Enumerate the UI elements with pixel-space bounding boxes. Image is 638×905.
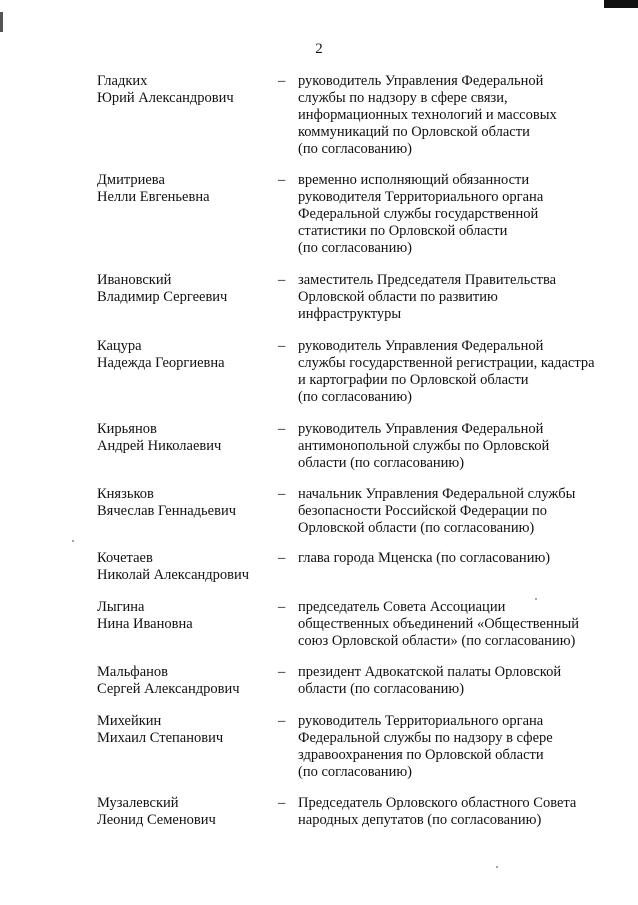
scan-corner-mark	[604, 0, 638, 8]
member-given-names: Сергей Александрович	[97, 681, 240, 697]
member-surname: Кочетаев	[97, 550, 153, 566]
position-line: области (по согласованию)	[298, 455, 465, 471]
scan-speck	[72, 540, 74, 542]
member-given-names: Юрий Александрович	[97, 90, 234, 106]
member-position	[298, 713, 618, 781]
member-given-names: Николай Александрович	[97, 567, 250, 583]
member-name	[97, 713, 272, 747]
entry-dash: –	[278, 272, 286, 288]
position-line: руководитель Управления Федеральной	[298, 338, 544, 354]
entry-dash: –	[278, 795, 286, 811]
entry-dash: –	[278, 664, 286, 680]
scan-edge-mark	[0, 12, 3, 32]
member-surname: Гладких	[97, 73, 148, 89]
position-line: инфраструктуры	[298, 306, 402, 322]
member-position	[298, 172, 618, 257]
member-given-names: Вячеслав Геннадьевич	[97, 503, 237, 519]
member-surname: Кирьянов	[97, 421, 157, 437]
member-given-names: Надежда Георгиевна	[97, 355, 225, 371]
entry-dash: –	[278, 172, 286, 188]
page-number: 2	[315, 41, 323, 57]
member-given-names: Владимир Сергеевич	[97, 289, 228, 305]
member-name	[97, 272, 272, 306]
member-position	[298, 599, 618, 650]
member-given-names: Нина Ивановна	[97, 616, 193, 632]
member-surname: Мальфанов	[97, 664, 168, 680]
scan-speck	[496, 866, 498, 868]
position-line: начальник Управления Федеральной службы	[298, 486, 576, 502]
position-line: союз Орловской области» (по согласованию)	[298, 633, 576, 649]
position-line: Орловской области (по согласованию)	[298, 520, 535, 536]
member-surname: Михейкин	[97, 713, 162, 729]
member-surname: Музалевский	[97, 795, 179, 811]
position-line: руководитель Территориального органа	[298, 713, 544, 729]
position-line: безопасности Российской Федерации по	[298, 503, 548, 519]
member-position	[298, 272, 618, 323]
entry-dash: –	[278, 421, 286, 437]
position-line: общественных объединений «Общественный	[298, 616, 579, 632]
position-line: глава города Мценска (по согласованию)	[298, 550, 551, 566]
member-surname: Кацура	[97, 338, 142, 354]
member-name	[97, 172, 272, 206]
position-line: Федеральной службы государственной	[298, 206, 539, 222]
member-given-names: Нелли Евгеньевна	[97, 189, 210, 205]
member-name	[97, 338, 272, 372]
member-name	[97, 795, 272, 829]
member-surname: Ивановский	[97, 272, 172, 288]
member-given-names: Андрей Николаевич	[97, 438, 222, 454]
member-name	[97, 486, 272, 520]
position-line: руководитель Управления Федеральной	[298, 421, 544, 437]
entry-dash: –	[278, 338, 286, 354]
position-line: руководитель Управления Федеральной	[298, 73, 544, 89]
position-line: антимонопольной службы по Орловской	[298, 438, 550, 454]
position-line: (по согласованию)	[298, 141, 412, 157]
position-line: руководителя Территориального органа	[298, 189, 544, 205]
position-line: Орловской области по развитию	[298, 289, 498, 305]
entry-dash: –	[278, 599, 286, 615]
member-name	[97, 421, 272, 455]
entry-dash: –	[278, 550, 286, 566]
position-line: статистики по Орловской области	[298, 223, 508, 239]
position-line: здравоохранения по Орловской области	[298, 747, 544, 763]
member-name	[97, 664, 272, 698]
position-line: области (по согласованию)	[298, 681, 465, 697]
member-position	[298, 550, 618, 567]
member-name	[97, 599, 272, 633]
position-line: (по согласованию)	[298, 389, 412, 405]
position-line: (по согласованию)	[298, 240, 412, 256]
position-line: службы по надзору в сфере связи,	[298, 90, 508, 106]
position-line: коммуникаций по Орловской области	[298, 124, 530, 140]
member-position	[298, 795, 618, 829]
member-name	[97, 73, 272, 107]
member-given-names: Леонид Семенович	[97, 812, 216, 828]
position-line: службы государственной регистрации, кадастра	[298, 355, 595, 371]
position-line: (по согласованию)	[298, 764, 412, 780]
scan-speck	[535, 598, 537, 600]
member-surname: Лыгина	[97, 599, 145, 615]
member-position	[298, 664, 618, 698]
position-line: заместитель Председателя Правительства	[298, 272, 557, 288]
member-given-names: Михаил Степанович	[97, 730, 224, 746]
position-line: временно исполняющий обязанности	[298, 172, 530, 188]
member-position	[298, 73, 618, 158]
position-line: президент Адвокатской палаты Орловской	[298, 664, 562, 680]
position-line: народных депутатов (по согласованию)	[298, 812, 542, 828]
member-position	[298, 486, 618, 537]
position-line: Федеральной службы по надзору в сфере	[298, 730, 553, 746]
entry-dash: –	[278, 486, 286, 502]
member-surname: Дмитриева	[97, 172, 165, 188]
member-surname: Князьков	[97, 486, 154, 502]
entry-dash: –	[278, 713, 286, 729]
member-position	[298, 421, 618, 472]
member-position	[298, 338, 618, 406]
member-name	[97, 550, 272, 584]
position-line: Председатель Орловского областного Совета	[298, 795, 577, 811]
entry-dash: –	[278, 73, 286, 89]
position-line: председатель Совета Ассоциации	[298, 599, 506, 615]
position-line: информационных технологий и массовых	[298, 107, 557, 123]
position-line: и картографии по Орловской области	[298, 372, 529, 388]
